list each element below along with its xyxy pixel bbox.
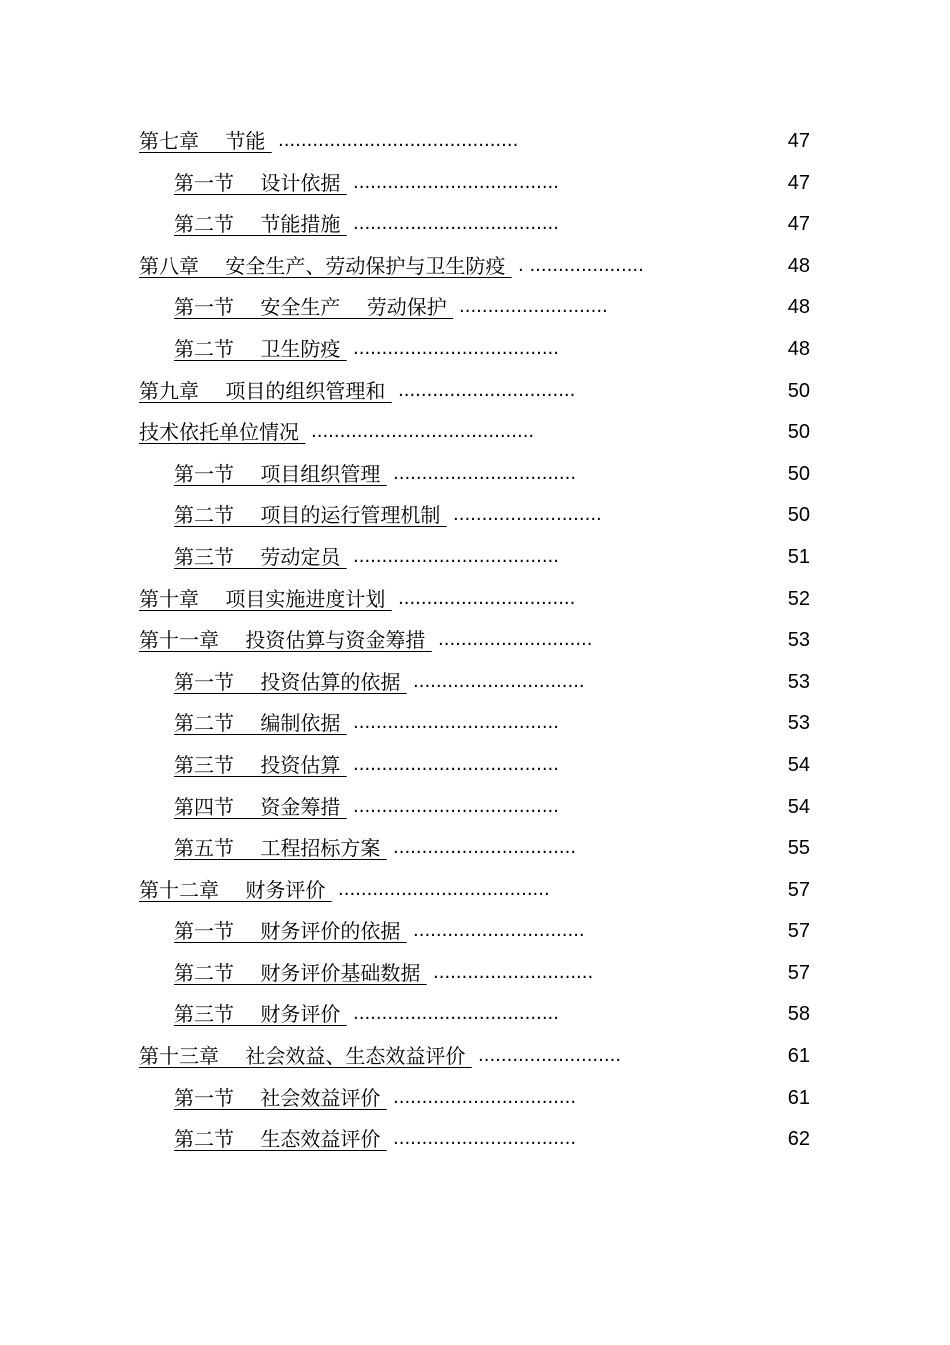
toc-page-number: 50 — [787, 421, 810, 444]
toc-chapter-entry[interactable] — [0, 122, 950, 164]
toc-section-entry[interactable] — [0, 954, 950, 996]
toc-section-entry[interactable] — [0, 1079, 950, 1121]
toc-entry-title-link[interactable]: 第七章 节能 — [139, 129, 272, 153]
toc-dot-leader: .............................. — [413, 920, 585, 942]
toc-section-entry[interactable] — [0, 1120, 950, 1162]
toc-section-entry[interactable] — [0, 788, 950, 830]
toc-page-number: 62 — [787, 1128, 810, 1151]
toc-chapter-entry[interactable] — [0, 580, 950, 622]
toc-page-number: 53 — [787, 629, 810, 652]
toc-page-number: 47 — [787, 213, 810, 236]
toc-section-entry[interactable] — [0, 455, 950, 497]
toc-page-number: 48 — [787, 254, 810, 277]
toc-entry-title-link[interactable]: 第二节 财务评价基础数据 — [174, 960, 427, 985]
toc-dot-leader: . .................... — [518, 254, 644, 276]
toc-dot-leader: .................................... — [353, 171, 559, 193]
toc-page-number: 48 — [787, 337, 810, 360]
toc-section-entry[interactable] — [0, 995, 950, 1037]
toc-entry-title-link[interactable]: 第一节 安全生产 劳动保护 — [174, 295, 454, 320]
toc-entry-title-link[interactable]: 第一节 项目组织管理 — [174, 461, 387, 486]
toc-dot-leader: ..................................... — [338, 878, 550, 900]
toc-dot-leader: ................................ — [393, 1128, 577, 1150]
toc-entry-title-link[interactable]: 第三节 财务评价 — [174, 1002, 347, 1027]
toc-entry-title-link[interactable]: 第九章 项目的组织管理和 — [139, 378, 392, 403]
toc-page-number: 54 — [787, 753, 810, 776]
toc-page-number: 50 — [787, 379, 810, 402]
toc-page-number: 47 — [787, 171, 810, 194]
toc-chapter-entry[interactable] — [0, 1037, 950, 1079]
toc-chapter-entry[interactable] — [0, 372, 950, 414]
toc-dot-leader: ............................ — [433, 961, 594, 983]
toc-dot-leader: .................................... — [353, 337, 559, 359]
toc-dot-leader: ................................ — [393, 1086, 577, 1108]
toc-page-number: 61 — [787, 1045, 810, 1068]
toc-dot-leader: ................................ — [393, 462, 577, 484]
toc-page-number: 61 — [787, 1086, 810, 1109]
toc-dot-leader: .............................. — [413, 670, 585, 692]
toc-chapter-entry[interactable] — [0, 621, 950, 663]
toc-entry-title-link[interactable]: 第一节 设计依据 — [174, 170, 347, 195]
toc-entry-title-link[interactable]: 第十二章 财务评价 — [139, 877, 332, 902]
toc-page-number: 51 — [787, 545, 810, 568]
toc-entry-title-link[interactable]: 第五节 工程招标方案 — [174, 836, 387, 861]
toc-page-number: 52 — [787, 587, 810, 610]
toc-dot-leader: ........................... — [438, 629, 593, 651]
toc-section-entry[interactable] — [0, 288, 950, 330]
toc-section-entry[interactable] — [0, 164, 950, 206]
toc-dot-leader: ................................ — [393, 837, 577, 859]
toc-section-entry[interactable] — [0, 704, 950, 746]
toc-dot-leader: .......................... — [459, 296, 608, 318]
toc-chapter-entry[interactable] — [0, 247, 950, 289]
toc-page-number: 50 — [787, 504, 810, 527]
toc-section-entry[interactable] — [0, 829, 950, 871]
toc-dot-leader: .................................... — [353, 712, 559, 734]
toc-entry-title-link[interactable]: 第三节 投资估算 — [174, 752, 347, 777]
toc-entry-title-link[interactable]: 第十三章 社会效益、生态效益评价 — [139, 1044, 472, 1069]
toc-entry-title-link[interactable]: 第二节 项目的运行管理机制 — [174, 503, 447, 528]
toc-page-number: 53 — [787, 670, 810, 693]
toc-entry-title-link[interactable]: 第十一章 投资估算与资金筹措 — [139, 628, 432, 653]
toc-dot-leader: .................................... — [353, 753, 559, 775]
toc-page-number: 58 — [787, 1003, 810, 1026]
toc-entry-title-link[interactable]: 第二节 卫生防疫 — [174, 336, 347, 361]
toc-dot-leader: .......................... — [453, 504, 602, 526]
toc-page-number: 55 — [787, 837, 810, 860]
toc-page-number: 50 — [787, 462, 810, 485]
toc-dot-leader: ....................................... — [311, 421, 535, 443]
toc-entry-title-link[interactable]: 第二节 编制依据 — [174, 711, 347, 736]
toc-page-number: 57 — [787, 961, 810, 984]
toc-dot-leader: ............................... — [398, 587, 576, 609]
toc-section-entry[interactable] — [0, 205, 950, 247]
toc-section-entry[interactable] — [0, 912, 950, 954]
toc-page-number: 47 — [787, 130, 810, 152]
toc-dot-leader: .................................... — [353, 795, 559, 817]
toc-dot-leader: .................................... — [353, 1003, 559, 1025]
table-of-contents — [0, 122, 950, 1162]
toc-dot-leader: ............................... — [398, 379, 576, 401]
toc-entry-title-link[interactable]: 第十章 项目实施进度计划 — [139, 586, 392, 611]
toc-entry-title-link[interactable]: 第四节 资金筹措 — [174, 794, 347, 819]
toc-section-entry[interactable] — [0, 746, 950, 788]
toc-page-number: 53 — [787, 712, 810, 735]
toc-page-number: 54 — [787, 795, 810, 818]
toc-section-entry[interactable] — [0, 538, 950, 580]
toc-page-number: 48 — [787, 296, 810, 319]
toc-entry-title-link[interactable]: 第一节 投资估算的依据 — [174, 669, 407, 694]
toc-entry-title-link[interactable]: 技术依托单位情况 — [139, 420, 306, 445]
toc-section-entry[interactable] — [0, 496, 950, 538]
toc-section-entry[interactable] — [0, 330, 950, 372]
toc-dot-leader: .......................................... — [278, 130, 519, 151]
toc-entry-title-link[interactable]: 第一节 社会效益评价 — [174, 1085, 387, 1110]
toc-chapter-entry[interactable] — [0, 871, 950, 913]
toc-dot-leader: .................................... — [353, 545, 559, 567]
toc-entry-title-link[interactable]: 第八章 安全生产、劳动保护与卫生防疫 — [139, 253, 512, 278]
toc-page-number: 57 — [787, 878, 810, 901]
toc-page-number: 57 — [787, 920, 810, 943]
toc-chapter-entry[interactable] — [0, 413, 950, 455]
toc-entry-title-link[interactable]: 第二节 生态效益评价 — [174, 1127, 387, 1152]
toc-entry-title-link[interactable]: 第一节 财务评价的依据 — [174, 919, 407, 944]
toc-dot-leader: ......................... — [478, 1045, 622, 1067]
toc-section-entry[interactable] — [0, 663, 950, 705]
toc-dot-leader: .................................... — [353, 213, 559, 235]
toc-entry-title-link[interactable]: 第二节 节能措施 — [174, 212, 347, 237]
toc-entry-title-link[interactable]: 第三节 劳动定员 — [174, 544, 347, 569]
